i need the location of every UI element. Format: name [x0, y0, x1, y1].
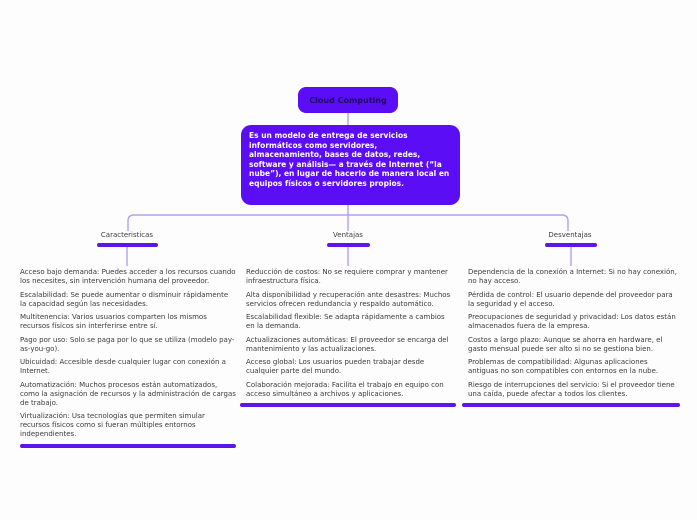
list-underline [240, 403, 456, 407]
branch-underline-ventajas [327, 243, 370, 247]
root-node-label: Cloud Computing [309, 95, 387, 105]
branch-label-text: Caracteristicas [100, 231, 154, 239]
list-item: Escalabilidad flexible: Se adapta rápidamente a cambios en la demanda. [246, 313, 445, 330]
list-item: Multitenencia: Varios usuarios comparten los mismos recursos físicos sin interferirse entre sí. [20, 313, 207, 330]
list-underline [462, 403, 680, 407]
list-item: Reducción de costos: No se requiere comprar y mantener infraestructura física. [246, 268, 448, 285]
description-text: Es un modelo de entrega de servicios informáticos como servidores, almacenamiento, bases de datos, redes, software y análisis— a través de Internet (“la nube”), en lugar de hacerlo de manera local en equipos físicos o servidores propios. [249, 131, 450, 188]
list-item: Ubicuidad: Accesible desde cualquier lugar con conexión a Internet. [20, 358, 226, 375]
caracteristicas-list-node[interactable] [20, 268, 236, 448]
list-item: Pago por uso: Solo se paga por lo que se utiliza (modelo pay-as-you-go). [20, 335, 235, 353]
connector-to-caracteristicas [128, 215, 348, 231]
list-item: Automatización: Muchos procesos están automatizados, como la asignación de recursos y la administración de cargas de trabajo. [20, 380, 236, 407]
branch-label-desventajas[interactable] [510, 231, 630, 239]
branch-label-text: Desventajas [548, 231, 592, 239]
connector-to-desventajas [348, 215, 568, 231]
list-items [468, 268, 678, 399]
list-item: Dependencia de la conexión a Internet: Si no hay conexión, no hay acceso. [468, 268, 677, 285]
list-item: Acceso global: Los usuarios pueden trabajar desde cualquier parte del mundo. [246, 358, 425, 375]
root-node[interactable] [298, 87, 398, 113]
branch-label-text: Ventajas [333, 231, 363, 239]
branch-label-caracteristicas[interactable] [67, 231, 187, 239]
list-item: Costos a largo plazo: Aunque se ahorra en hardware, el gasto mensual puede ser alto si no se gestiona bien. [468, 335, 663, 353]
list-item: Colaboración mejorada: Facilita el trabajo en equipo con acceso simultáneo a archivos y aplicaciones. [246, 380, 444, 398]
list-item: Preocupaciones de seguridad y privacidad: Los datos están almacenados fuera de la empresa. [468, 313, 676, 330]
branch-label-ventajas[interactable] [288, 231, 408, 239]
list-item: Escalabilidad: Se puede aumentar o disminuir rápidamente la capacidad según las necesidades. [20, 290, 229, 308]
list-item: Riesgo de interrupciones del servicio: Si el proveedor tiene una caída, puede afectar a todos los clientes. [468, 380, 675, 398]
branch-underline-desventajas [545, 243, 597, 247]
list-item: Pérdida de control: El usuario depende del proveedor para la seguridad y el acceso. [468, 290, 673, 308]
description-node[interactable] [241, 125, 460, 205]
list-items [20, 268, 236, 439]
list-item: Alta disponibilidad y recuperación ante desastres: Muchos servicios ofrecen redundancia y respaldo automático. [246, 290, 451, 308]
list-item: Problemas de compatibilidad: Algunas aplicaciones antiguas no son compatibles con entornos en la nube. [468, 358, 659, 375]
ventajas-list-node[interactable] [246, 268, 454, 407]
list-underline [20, 444, 236, 448]
desventajas-list-node[interactable] [468, 268, 678, 407]
list-items [246, 268, 454, 399]
list-item: Actualizaciones automáticas: El proveedor se encarga del mantenimiento y las actualizaciones. [246, 335, 449, 353]
branch-underline-caracteristicas [97, 243, 158, 247]
list-item: Acceso bajo demanda: Puedes acceder a los recursos cuando los necesites, sin intervención humana del proveedor. [20, 268, 236, 285]
list-item: Virtualización: Usa tecnologías que permiten simular recursos físicos como si fueran múltiples entornos independientes. [20, 412, 205, 438]
